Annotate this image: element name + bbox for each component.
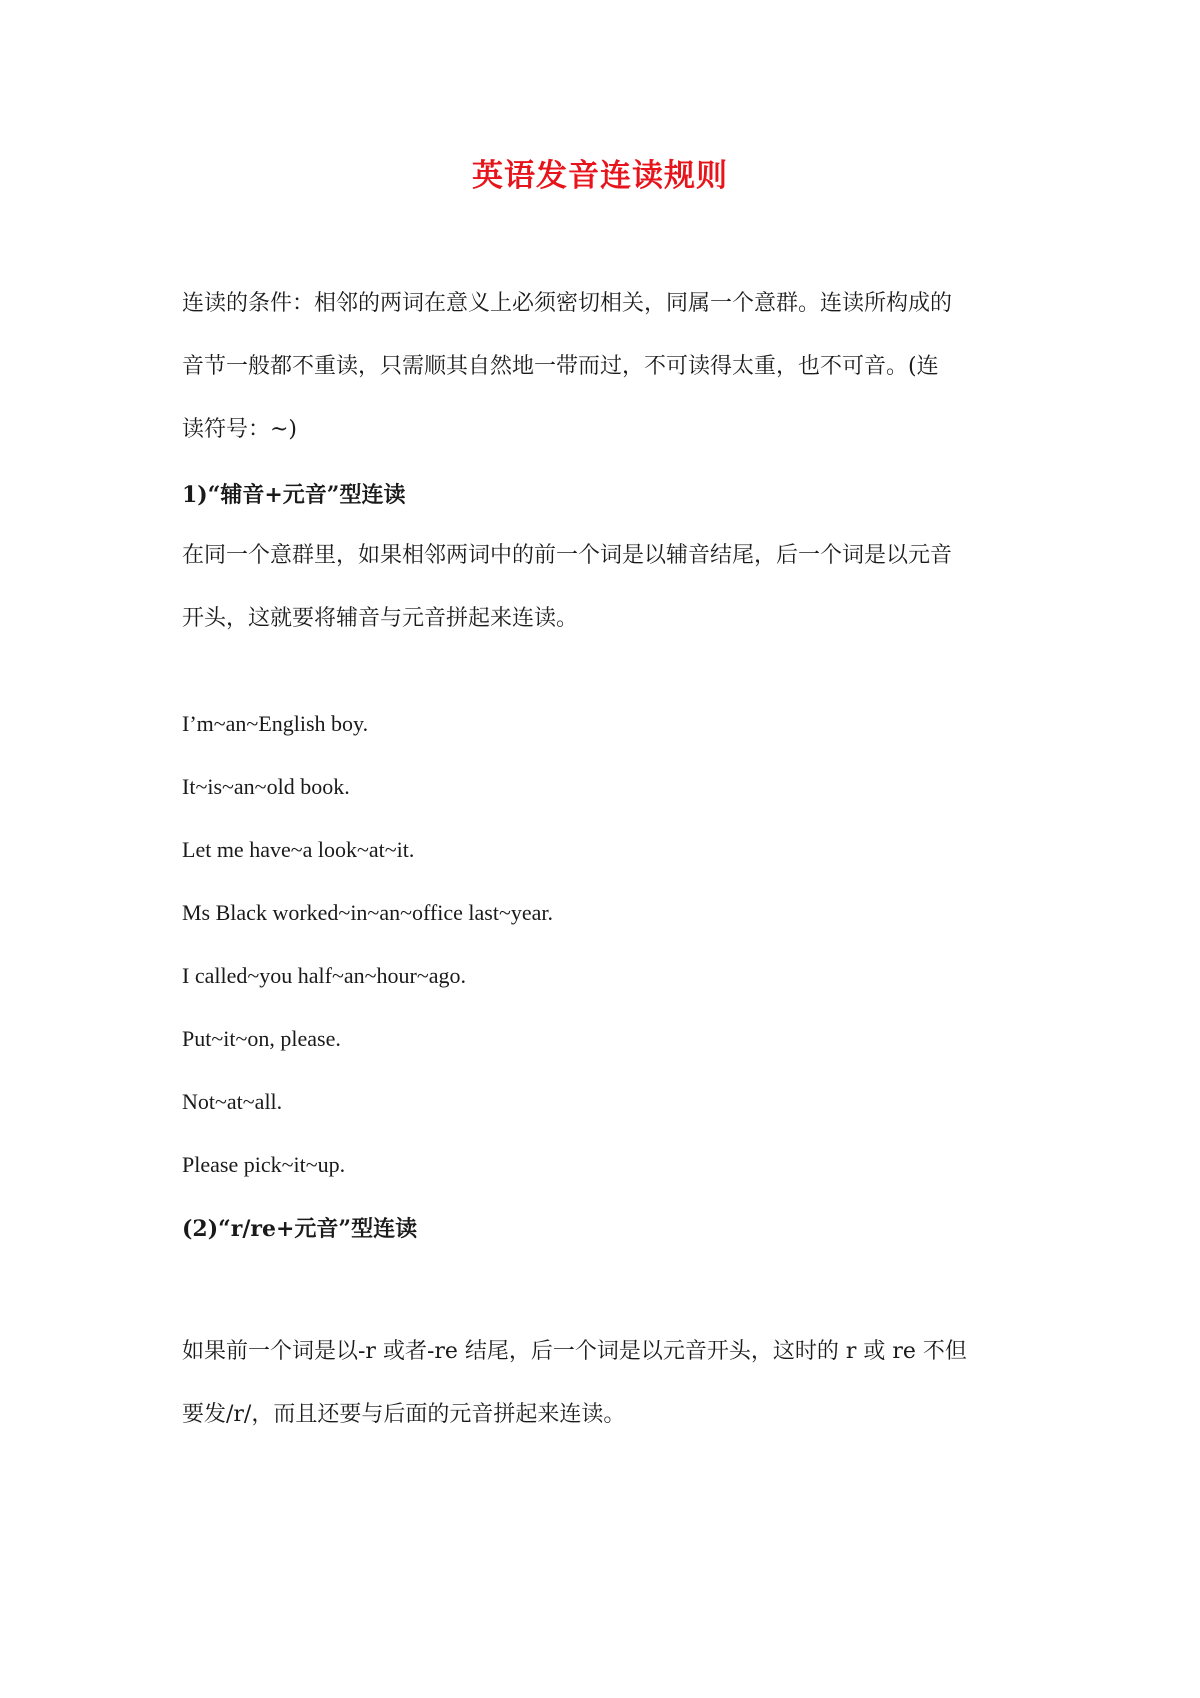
- example-sentence: Not~at~all.: [182, 1089, 283, 1114]
- example-sentence: I’m~an~English boy.: [182, 711, 369, 736]
- intro-paragraph: [182, 272, 1032, 461]
- intro-line: 读符号：~): [182, 417, 298, 442]
- example-sentence: I called~you half~an~hour~ago.: [182, 963, 467, 988]
- example-sentence: Put~it~on, please.: [182, 1026, 341, 1051]
- page-title: 英语发音连读规则: [472, 158, 728, 194]
- section2-heading: (2)“r/re+元音”型连读: [182, 1216, 418, 1242]
- section1-desc-line: 在同一个意群里，如果相邻两词中的前一个词是以辅音结尾，后一个词是以元音: [182, 543, 953, 568]
- section1-description: [182, 524, 1032, 650]
- example-sentence: Let me have~a look~at~it.: [182, 837, 415, 862]
- example-sentence: Ms Black worked~in~an~office last~year.: [182, 900, 553, 925]
- section1-desc-line: 开头，这就要将辅音与元音拼起来连读。: [182, 606, 579, 631]
- section2-desc-line: 如果前一个词是以-r 或者-re 结尾，后一个词是以元音开头，这时的 r 或 re 不但: [182, 1339, 967, 1364]
- section2-description: [182, 1320, 1032, 1446]
- section2-desc-line: 要发/r/，而且还要与后面的元音拼起来连读。: [182, 1402, 626, 1427]
- example-sentence: Please pick~it~up.: [182, 1152, 346, 1177]
- section1-heading: 1)“辅音+元音”型连读: [182, 482, 406, 508]
- intro-line: 连读的条件：相邻的两词在意义上必须密切相关，同属一个意群。连读所构成的: [182, 291, 953, 316]
- example-sentence: It~is~an~old book.: [182, 774, 350, 799]
- intro-line: 音节一般都不重读，只需顺其自然地一带而过，不可读得太重，也不可音。(连: [182, 354, 939, 379]
